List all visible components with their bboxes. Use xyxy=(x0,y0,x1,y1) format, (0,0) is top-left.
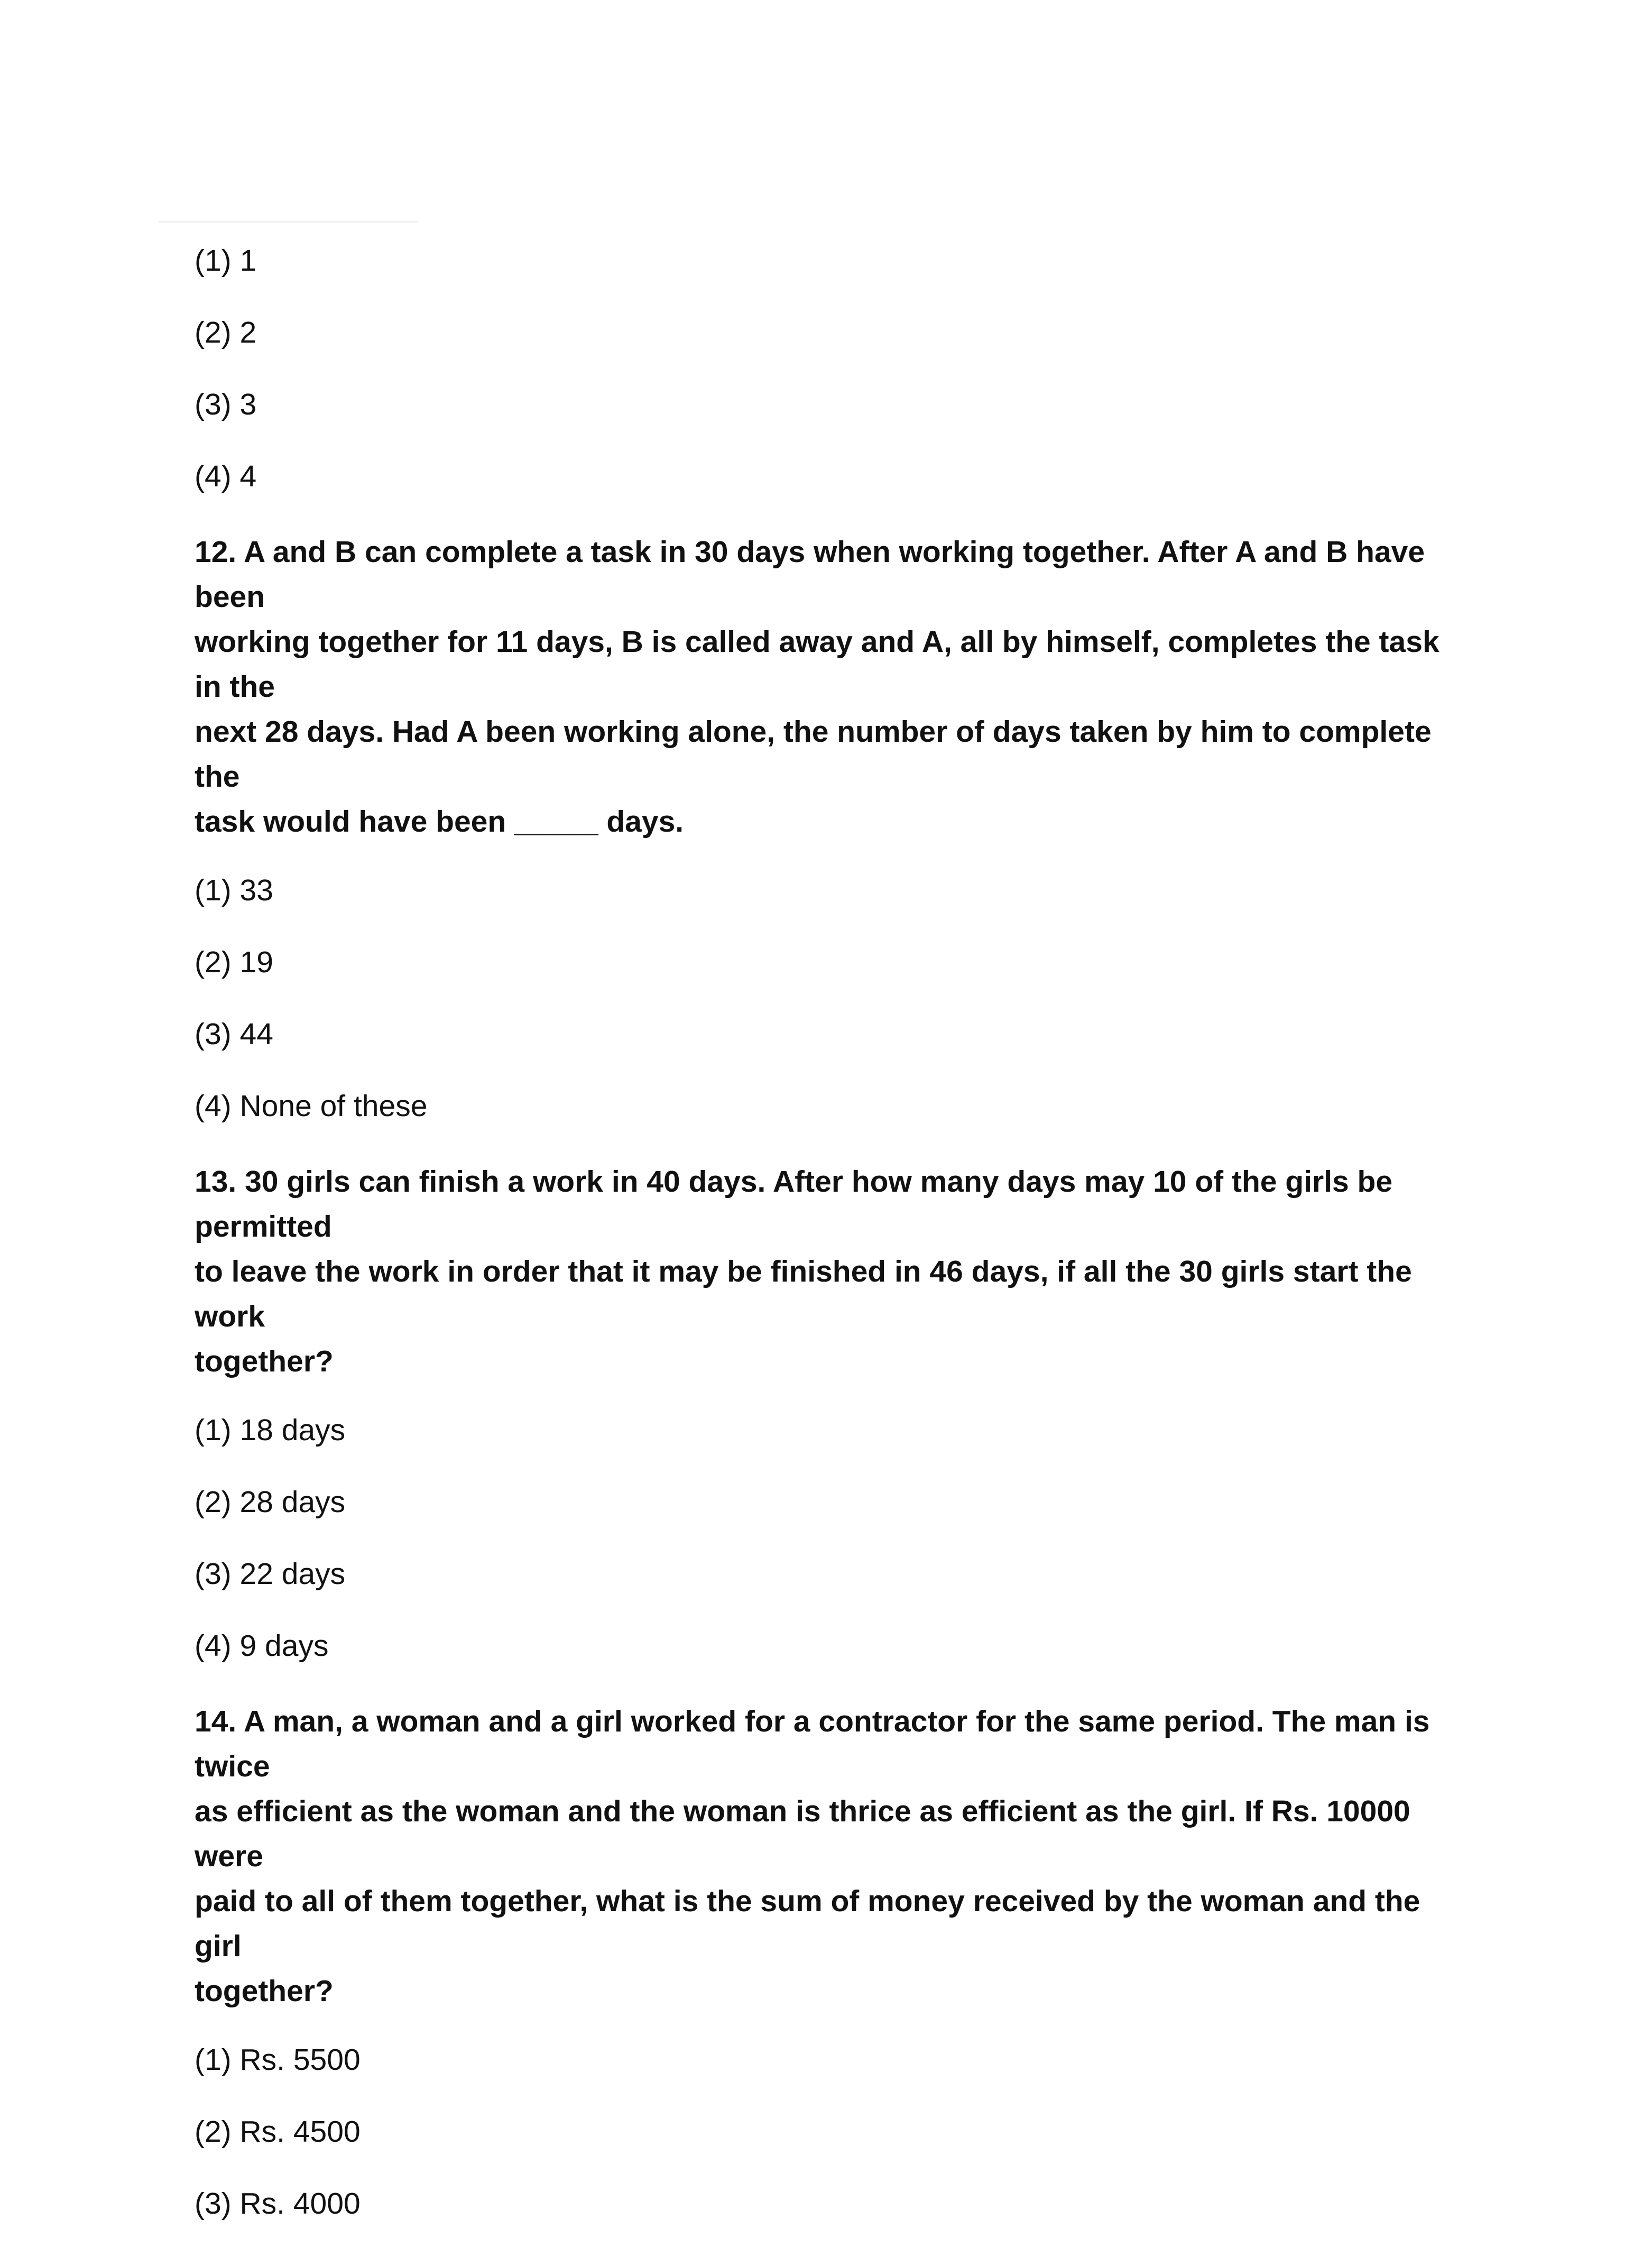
option: (4) 9 days xyxy=(195,1629,329,1663)
question-text xyxy=(195,530,1463,844)
option: (2) 19 xyxy=(195,945,273,979)
faint-divider xyxy=(159,221,418,223)
question-13 xyxy=(195,1159,1463,1664)
option: (3) 44 xyxy=(195,1017,273,1051)
question-text xyxy=(195,1699,1463,2014)
question-line: to leave the work in order that it may be finished in 46 days, if all the 30 girls start the work xyxy=(195,1255,1412,1333)
question-line: task would have been _____ days. xyxy=(195,805,684,839)
option: (1) 18 days xyxy=(195,1413,346,1447)
option: (1) 1 xyxy=(195,244,257,278)
option: (3) Rs. 4000 xyxy=(195,2187,361,2221)
question-line: working together for 11 days, B is called away and A, all by himself, completes the task in the xyxy=(195,625,1439,704)
question-line: paid to all of them together, what is the sum of money received by the woman and the girl xyxy=(195,1884,1420,1963)
question-line: 14. A man, a woman and a girl worked for a contractor for the same period. The man is twice xyxy=(195,1705,1430,1783)
option: (2) 28 days xyxy=(195,1485,346,1519)
question-content xyxy=(195,242,1463,2257)
option: (1) 33 xyxy=(195,873,273,907)
option: (2) Rs. 4500 xyxy=(195,2115,361,2149)
option: (2) 2 xyxy=(195,316,257,349)
option: (4) 4 xyxy=(195,459,257,493)
question-line: together? xyxy=(195,1344,334,1378)
question-14 xyxy=(195,1699,1463,2222)
question-line: 13. 30 girls can finish a work in 40 days. After how many days may 10 of the girls be permitted xyxy=(195,1165,1393,1243)
option: (3) 3 xyxy=(195,388,257,421)
question-line: as efficient as the woman and the woman is thrice as efficient as the girl. If Rs. 10000 were xyxy=(195,1794,1410,1873)
option: (1) Rs. 5500 xyxy=(195,2043,361,2077)
option: (4) None of these xyxy=(195,1089,428,1123)
question-text xyxy=(195,1159,1463,1384)
question-line: 12. A and B can complete a task in 30 days when working together. After A and B have been xyxy=(195,535,1425,614)
option: (3) 22 days xyxy=(195,1557,346,1591)
question-12 xyxy=(195,530,1463,1125)
question-line: next 28 days. Had A been working alone, the number of days taken by him to complete the xyxy=(195,715,1432,794)
prev-question-options xyxy=(195,242,1463,495)
question-line: together? xyxy=(195,1974,334,2008)
